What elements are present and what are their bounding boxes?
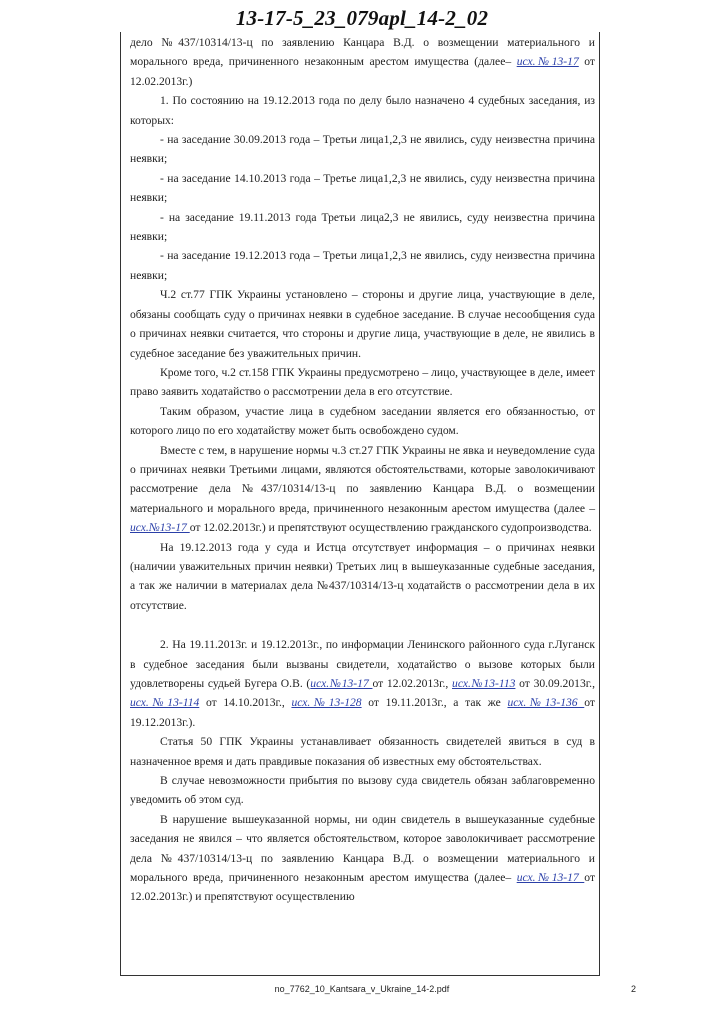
list-item-hearing-3: - на заседание 19.11.2013 года Третьи лица2,3 не явились, суду неизвестна причина неявки; [130,210,595,244]
document-reference-link[interactable]: исх.№13-113 [452,677,516,690]
footer-filename: no_7762_10_Kantsara_v_Ukraine_14-2.pdf [274,984,450,994]
page-title: 13-17-5_23_079apl_14-2_02 [235,6,489,30]
list-item-hearing-1: - на заседание 30.09.2013 года – Третьи лица1,2,3 не явились, суду неизвестна причина неявки; [130,133,595,166]
document-reference-link[interactable]: исх.№13-17 [516,871,585,885]
document-reference-link[interactable]: исх.№13-136 [507,696,585,710]
paragraph-witness-notice: В случае невозможности прибытия по вызову суда свидетель обязан заблаговременно уведомить об этом суд. [130,774,595,807]
document-reference-link[interactable]: исх.№13-128 [291,696,362,710]
list-item-hearing-4: - на заседание 19.12.2013 года – Третьи лица1,2,3 не явились, суду неизвестна причина неявки; [130,249,595,282]
paragraph-intro: дело №437/10314/13-ц по заявлению Канцара В.Д. о возмещении материального и морального вреда, причиненного незаконным арестом имущества (далее– исх.№13-17 от 12.02.2013г.) [130,36,596,88]
paragraph-article-158: Кроме того, ч.2 ст.158 ГПК Украины предусмотрено – лицо, участвующее в деле, имеет право заявить ходатайство о рассмотрении дела в его отсутствие. [130,365,595,399]
paragraph-article-50: Статья 50 ГПК Украины устанавливает обязанность свидетелей явиться в суд в назначенное время и дать правдивые показания об известных ему обстоятельствах. [130,735,595,768]
document-reference-link[interactable]: исх.№13-17 [310,677,373,690]
paragraph-article-27: Вместе с тем, в нарушение нормы ч.3 ст.27 ГПК Украины не явка и неуведомление суда о причинах неявки Третьими лицами, являются обстоятельствами, которые заволокичивают рассмотрение дела №437/10314/13-ц по заявлению Канцара В.Д. о возмещении материального и морального вреда, причиненного незаконным арестом имущества (далее – исх.№13-17 от 12.02.2013г.) и препятствуют осуществлению гражданского судопроизводства. [130,443,595,535]
list-item-hearing-2: - на заседание 14.10.2013 года – Третье лица1,2,3 не явились, суду неизвестна причина неявки; [130,171,595,205]
paragraph-1: 1. По состоянию на 19.12.2013 года по делу было назначено 4 судебных заседания, из которых: [130,94,595,127]
document-reference-link[interactable]: исх.№13-17 [130,521,190,535]
paragraph-missing-info: На 19.12.2013 года у суда и Истца отсутствует информация – о причинах неявки (наличии уважительных причин неявки) Третьих лиц в вышеуказанные судебные заседания, а так же наличии в материалах дела №437/10314/13-ц ходатайств о рассмотрении дела в их отсутствие. [130,540,595,612]
paragraph-article-77: Ч.2 ст.77 ГПК Украины установлено – стороны и другие лица, участвующие в деле, обязаны сообщать суду о причинах неявки в судебное заседание. В случае несообщения суда о причинах неявки считается, что стороны и другие лица, участвующие в деле, не явились в судебное заседание без уважительных причин. [130,288,595,360]
paragraph-gap [130,615,595,635]
paragraph-2: 2. На 19.11.2013г. и 19.12.2013г., по информации Ленинского районного суда г.Луганск в судебное заседания были вызваны свидетели, ходатайство о вызове которых были удовлетворены судьей Бугера О.В. (исх.№13-17 от 12.02.2013г., исх.№13-113 от 30.09.2013г., исх.№13-114 от 14.10.2013г., исх.№13-128 от 19.11.2013г., а так же исх.№13-136 от 19.12.2013г.). [130,638,595,729]
document-reference-link[interactable]: исх.№13-17 [516,55,579,69]
document-body [130,33,595,907]
footer-page-number: 2 [631,984,637,994]
document-reference-link[interactable]: исх.№13-114 [130,696,200,710]
paragraph-conclusion: Таким образом, участие лица в судебном заседании является его обязанностью, от которого лицо по его ходатайству может быть освобождено судом. [130,404,595,438]
paragraph-violation: В нарушение вышеуказанной нормы, ни один свидетель в вышеуказанные судебные заседания не явился – что является обстоятельством, которое заволокичивает рассмотрение дела №437/10314/13-ц по заявлению Канцара В.Д. о возмещении материального и морального вреда, причиненного незаконным арестом имущества (далее– исх.№13-17 от 12.02.2013г.) и препятствуют осуществлению [130,812,596,904]
